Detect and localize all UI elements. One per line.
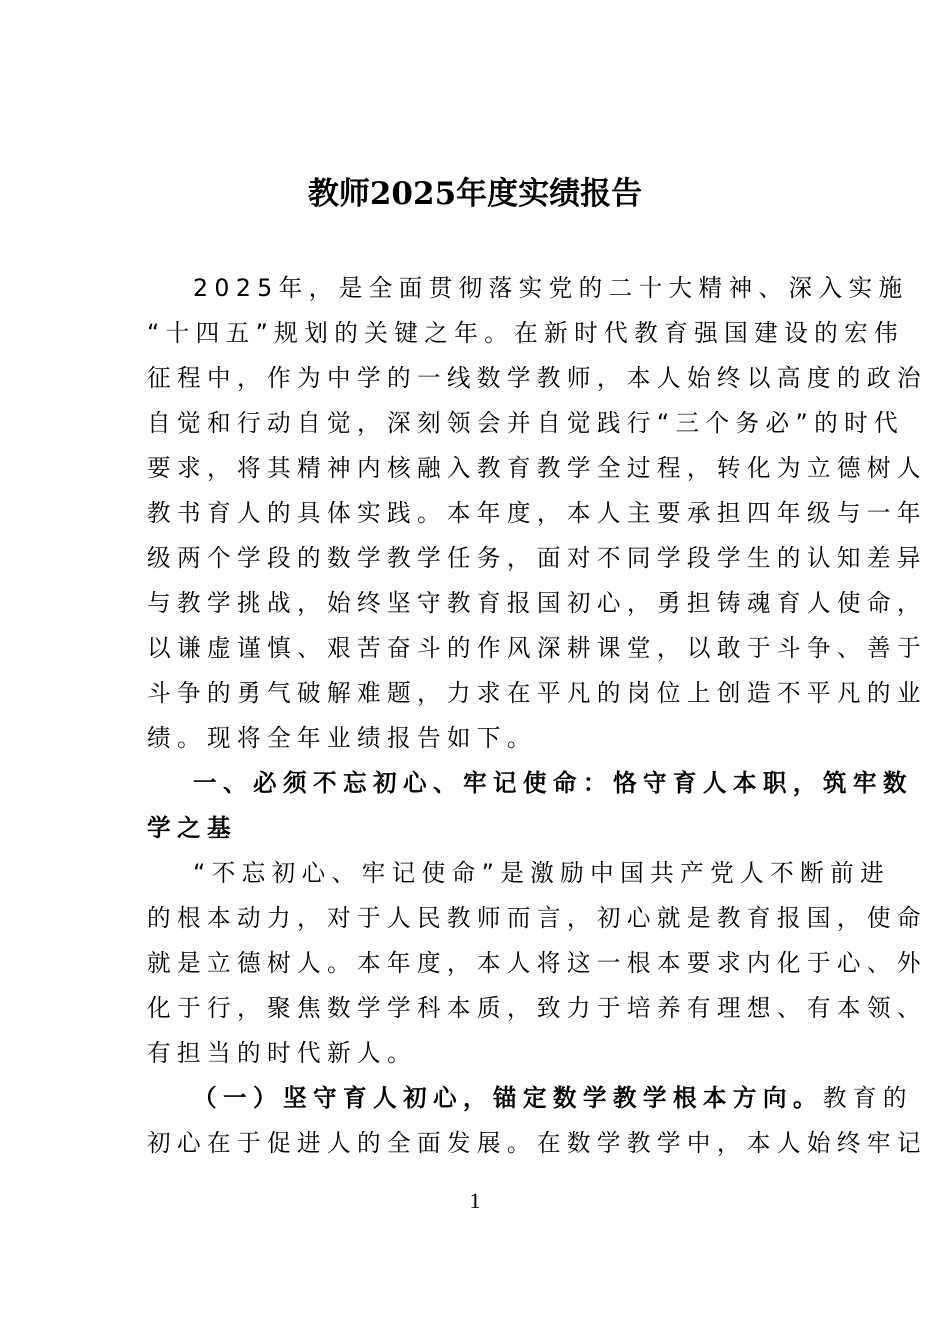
document-body [147,266,927,1166]
section-1-paragraph [147,851,927,1076]
text-line: 2025年，是全面贯彻落实党的二十大精神、深入实施 [193,274,909,302]
page-number: 1 [469,1188,481,1213]
text-line: 绩。现将全年业绩报告如下。 [147,724,537,752]
text-fragment: 教育的 [822,1084,913,1112]
text-line: 征程中，作为中学的一线数学教师，本人始终以高度的政治 [147,364,927,392]
text-line: 级两个学段的数学教学任务，面对不同学段学生的认知差异 [147,544,927,572]
text-line: 与教学挑战，始终坚守教育报国初心，勇担铸魂育人使命， [147,589,927,617]
document-title: 教师2025年度实绩报告 [307,176,643,212]
text-line: 化于行，聚焦数学学科本质，致力于培养有理想、有本领、 [147,994,927,1022]
intro-paragraph [147,266,927,761]
heading-line: 学之基 [147,814,237,842]
text-line: “不忘初心、牢记使命”是激励中国共产党人不断前进 [193,859,891,887]
text-line [147,1076,913,1121]
text-line: 斗争的勇气破解难题，力求在平凡的岗位上创造不平凡的业 [147,679,927,707]
text-line: 初心在于促进人的全面发展。在数学教学中，本人始终牢记 [147,1129,927,1157]
text-line: 教书育人的具体实践。本年度，本人主要承担四年级与一年 [147,499,927,527]
text-line: 以谦虚谨慎、艰苦奋斗的作风深耕课堂，以敢于斗争、善于 [147,634,927,662]
text-line: 有担当的时代新人。 [147,1039,417,1067]
subsection-heading: （一）坚守育人初心，锚定数学教学根本方向。 [193,1084,823,1112]
text-line: “十四五”规划的关键之年。在新时代教育强国建设的宏伟 [147,319,905,347]
heading-line: 一、必须不忘初心、牢记使命：恪守育人本职，筑牢数 [193,769,913,797]
subsection-1-paragraph [147,1076,927,1166]
section-heading-1 [147,761,913,851]
text-line: 自觉和行动自觉，深刻领会并自觉践行“三个务必”的时代 [147,409,905,437]
text-line: 就是立德树人。本年度，本人将这一根本要求内化于心、外 [147,949,927,977]
text-line: 要求，将其精神内核融入教育教学全过程，转化为立德树人 [147,454,927,482]
text-line: 的根本动力，对于人民教师而言，初心就是教育报国，使命 [147,904,927,932]
